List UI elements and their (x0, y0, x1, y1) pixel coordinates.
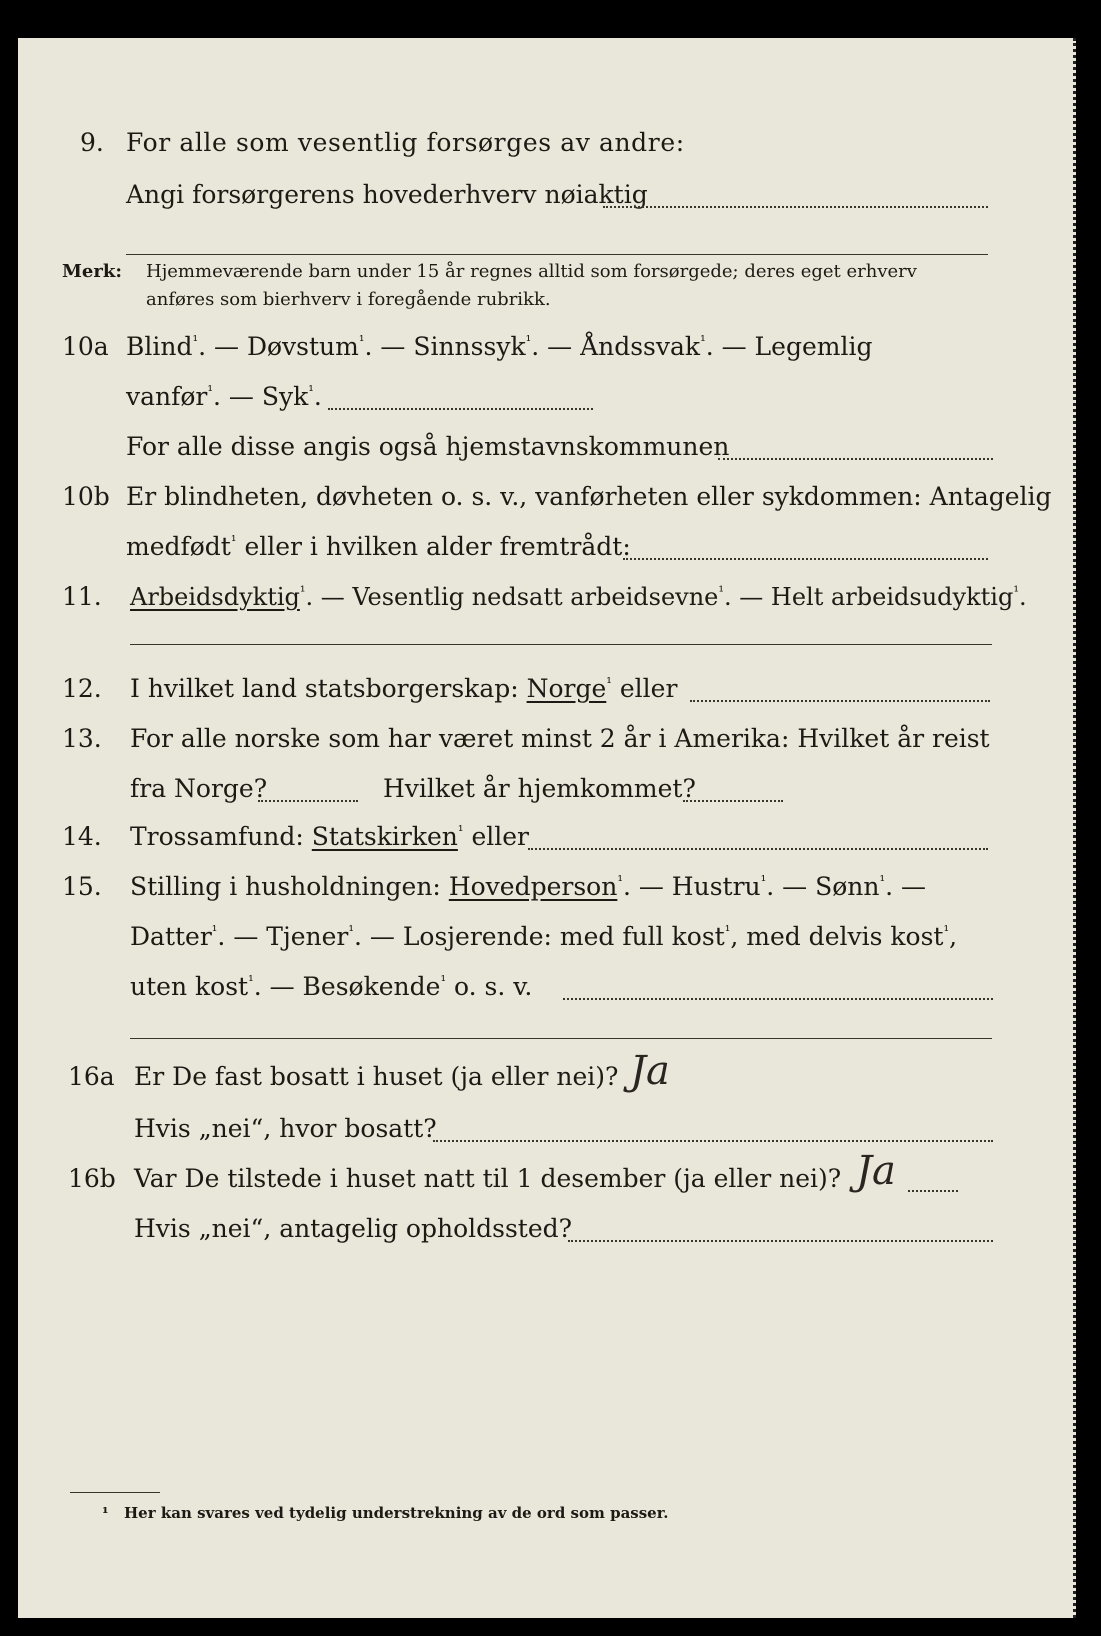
q11-line1: Arbeidsdyktig$^{^1}$. — Vesentlig nedsatt arbeidsevne$^{^1}$. — Helt arbeidsudyktig$^{^1}$. (130, 583, 1027, 611)
option-tjener[interactable]: — Tjener (233, 922, 349, 951)
merk-label: Merk: (62, 261, 122, 282)
option-uten-kost[interactable]: uten kost (130, 972, 249, 1001)
q15-line1: Stilling i husholdningen: Hovedperson$^{^1}$. — Hustru$^{^1}$. — Sønn$^{^1}$. — (130, 872, 927, 901)
option-norge[interactable]: Norge (526, 674, 607, 703)
q16a-answer-line[interactable] (433, 1140, 993, 1142)
q10a-number: 10a (62, 332, 109, 361)
q10b-line2: medfødt$^{^1}$ eller i hvilken alder fremtrådt: (126, 532, 631, 561)
q10a-syk-line[interactable] (328, 408, 593, 410)
q12-line: I hvilket land statsborgerskap: Norge$^{^1}$ eller (130, 674, 678, 703)
q10a-kommune-line[interactable] (718, 458, 993, 460)
q16b-opholdssted-line[interactable] (568, 1240, 993, 1242)
option-hovedperson[interactable]: Hovedperson (448, 872, 618, 901)
option-delvis-kost[interactable]: med delvis kost (746, 922, 944, 951)
q16a-line1: Er De fast bosatt i huset (ja eller nei)? (134, 1062, 619, 1091)
option-udyktig[interactable]: — Helt arbeidsudyktig (739, 583, 1014, 611)
form-page (18, 38, 1076, 1618)
option-vanfor[interactable]: vanfør (126, 382, 208, 411)
q11-number: 11. (62, 582, 102, 611)
q15-second-line[interactable] (130, 1038, 992, 1039)
option-andssvak[interactable]: — Åndssvak (547, 332, 701, 361)
footnote-text: Her kan svares ved tydelig understrekning av de ord som passer. (124, 1504, 669, 1522)
q16b-line2: Hvis „nei“, antagelig opholdssted? (134, 1214, 573, 1243)
q16b-number: 16b (68, 1164, 116, 1193)
q15-number: 15. (62, 872, 102, 901)
q9-line2: Angi forsørgerens hovederhverv nøiaktig (126, 180, 648, 209)
option-sonn[interactable]: — Sønn (782, 872, 880, 901)
q9-answer-line[interactable] (603, 206, 988, 208)
q10b-line1: Er blindheten, døvheten o. s. v., vanførheten eller sykdommen: Antagelig (126, 482, 1052, 511)
q15-answer-line[interactable] (563, 998, 993, 1000)
q16b-line1: Var De tilstede i huset natt til 1 desember (ja eller nei)? (134, 1164, 842, 1193)
q13-line2a: fra Norge? (130, 774, 268, 803)
option-hustru[interactable]: — Hustru (638, 872, 761, 901)
option-besokende[interactable]: — Besøkende (269, 972, 441, 1001)
option-legemlig[interactable]: — Legemlig (721, 332, 873, 361)
option-nedsatt[interactable]: — Vesentlig nedsatt arbeidsevne (320, 583, 719, 611)
q14-number: 14. (62, 822, 102, 851)
q11-line[interactable] (130, 644, 992, 645)
q10b-answer-line[interactable] (623, 558, 988, 560)
option-medfodt[interactable]: medfødt (126, 532, 231, 561)
q14-answer-line[interactable] (528, 848, 988, 850)
footnote-mark: ¹ (102, 1504, 109, 1522)
option-datter[interactable]: Datter (130, 922, 212, 951)
q12-answer-line[interactable] (690, 700, 990, 702)
q14-line: Trossamfund: Statskirken$^{^1}$ eller (130, 822, 529, 851)
q13-hjemkommet-line[interactable] (683, 800, 783, 802)
option-full-kost[interactable]: med full kost (559, 922, 725, 951)
q16b-answer-line[interactable] (908, 1190, 958, 1192)
q13-number: 13. (62, 724, 102, 753)
q9-second-line[interactable] (126, 254, 988, 255)
option-dovstum[interactable]: — Døvstum (214, 332, 359, 361)
q12-number: 12. (62, 674, 102, 703)
option-statskirken[interactable]: Statskirken (311, 822, 458, 851)
q16a-handwritten-answer[interactable]: Ja (630, 1048, 670, 1094)
option-syk[interactable]: — Syk (228, 382, 309, 411)
q16a-number: 16a (68, 1062, 115, 1091)
q13-reist-line[interactable] (258, 800, 358, 802)
q13-line2b: Hvilket år hjemkommet? (383, 774, 696, 803)
merk-line1: Hjemmeværende barn under 15 år regnes alltid som forsørgede; deres eget erhverv (146, 261, 917, 282)
q9-line1: For alle som vesentlig forsørges av andre: (126, 128, 685, 157)
option-blind[interactable]: Blind (126, 332, 193, 361)
q15-line3: uten kost$^{^1}$. — Besøkende$^{^1}$ o. s. v. (130, 972, 533, 1001)
option-arbeidsdyktig[interactable]: Arbeidsdyktig (130, 583, 300, 611)
q13-line1: For alle norske som har været minst 2 år i Amerika: Hvilket år reist (130, 724, 990, 753)
q10a-line3: For alle disse angis også hjemstavnskommunen (126, 432, 730, 461)
q15-line2: Datter$^{^1}$. — Tjener$^{^1}$. — Losjerende: med full kost$^{^1}$, med delvis kost$^{^1}$, (130, 922, 958, 951)
q10a-line1: Blind$^{^1}$. — Døvstum$^{^1}$. — Sinnssyk$^{^1}$. — Åndssvak$^{^1}$. — Legemlig (126, 332, 873, 361)
footnote-rule (70, 1492, 160, 1493)
q16b-handwritten-answer[interactable]: Ja (856, 1148, 896, 1194)
q10b-number: 10b (62, 482, 110, 511)
option-sinnssyk[interactable]: — Sinnssyk (380, 332, 526, 361)
merk-line2: anføres som bierhverv i foregående rubrikk. (146, 289, 551, 310)
q16a-line2: Hvis „nei“, hvor bosatt? (134, 1114, 437, 1143)
q9-number: 9. (80, 128, 104, 157)
q10a-line2: vanfør$^{^1}$. — Syk$^{^1}$. (126, 382, 322, 411)
